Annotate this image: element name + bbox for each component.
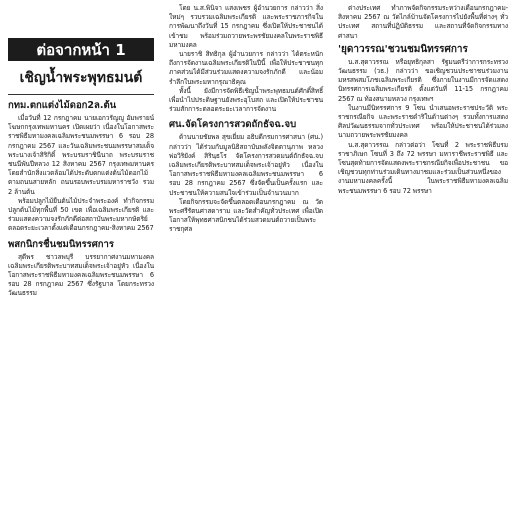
paragraph: ต่างประเทศ ทำภาพจัดกิจกรรมระหว่างเดือนกรกฎาคม-สิงหาคม 2567 ณ วัดไกล์บ้านจัดโครงการไปยังพื้นที่ต่างๆ ทั่วประเทศ สถานที่ปฏิบัติธรรม และสถานที่จัดกิจกรรมทางศาสนา <box>338 4 508 40</box>
paragraph: ด้านนายชัยพล สุขเยี่ยม อธิบดีกรมการศาสนา (ศน.) กล่าวว่า ได้ร่วมกับมูลนิธิสถาบันพลังจิตตานุภาพ หลวงพ่อวิริยังค์ สิรินฺธโร จัดโครงการสวดมนต์ถักธัจฉ.จบ เฉลิมพระเกียรติพระบาทสมเด็จพระเจ้าอยู่หัว เนื่องในโอกาสพระราชพิธีมหามงคลเฉลิมพระชนมพรรษา 6 รอบ 28 กรกฎาคม 2567 ซึ่งจัดขึ้นเป็นครั้งแรก และประชาชนให้ความสนใจเข้าร่วมเป็นจำนวนมาก <box>169 133 323 197</box>
paragraph: ทั้งนี้ ยังมีการจัดพิธีเชิญน้ำพระพุทธมนต์ศักดิ์สิทธิ์ เพื่อนำไปประดิษฐานยังพระอุโบสถ และเปิดให้ประชาชนร่วมสักการะตลอดระยะเวลาการจัดงาน <box>169 86 323 114</box>
paragraph: นายราชิ สิทธิกุล ผู้อำนวยการ กล่าวว่า ได้ตระหนักถึงการจัดงานเฉลิมพระเกียรติในปีนี้ เพื่อให้ประชาชนทุกภาคส่วนได้มีส่วนร่วมแสดงความจงรักภักดี และน้อมรำลึกในพระมหากรุณาธิคุณ <box>169 50 323 86</box>
paragraph: น.ส.สุดาวรรณ หรือยุทธิกุลสา รัฐมนตรีว่าการกระทรวงวัฒนธรรม (วธ.) กล่าวว่า ขอเชิญชวนประชาชนร่วมงานมหรสพสมโภชเฉลิมพระเกียรติ ซึ่งภายในงานมีการจัดแสดงนิทรรศการเฉลิมพระเกียรติ ตั้งแต่วันที่ 11-15 กรกฎาคม 2567 ณ ท้องสนามหลวง กรุงเทพฯ <box>338 57 508 103</box>
divider <box>8 94 154 95</box>
continued-label: ต่อจากหน้า 1 <box>36 40 126 59</box>
column-2 <box>165 0 327 512</box>
continued-from-page-banner <box>8 38 154 61</box>
column-3 <box>334 0 512 512</box>
paragraph: พร้อมปลูกไม้ยืนต้นไม้ประจำพระองค์ ทำกิจกรรมปลูกต้นไม้ทุกพื้นที่ 50 เขต เพื่อเฉลิมพระเกียรติ และร่วมแสดงความจงรักภักดีต่อสถาบันพระมหากษัตริย์ ตลอดระยะเวลาตั้งแต่เดือนกรกฎาคม-สิงหาคม 2567 <box>8 196 154 233</box>
section-heading: กทม.ตกแต่งไม้ดอก2ล.ต้น <box>8 100 117 111</box>
paragraph: โดยกิจกรรมจะจัดขึ้นตลอดเดือนกรกฎาคม ณ วัดพระศรีรัตนศาสดาราม และวัดสำคัญทั่วประเทศ เพื่อเปิดโอกาสให้พุทธศาสนิกชนได้ร่วมสวดมนต์ถวายเป็นพระราชกุศล <box>169 197 323 234</box>
column-1 <box>0 0 158 512</box>
paragraph: โดย น.ส.พินิจา แสงเพชร ผู้อำนวยการ กล่าวว่า สิ่งใหม่ๆ รวบรวมเฉลิมพระเกียรติ และพระราชภารกิจในการพัฒนาถึงวันที่ 15 กรกฎาคม ซึ่งเปิดให้ประชาชนได้เข้าชม พร้อมร่วมถวายพระพรชัยมงคลในพระราชพิธีมหามงคล <box>169 4 323 49</box>
paragraph: สุดีพร ชาวลพบุรี บรรยากาศงานมหามงคลเฉลิมพระเกียรติพระบาทสมเด็จพระเจ้าอยู่หัว เนื่องในโอกาสพระราชพิธีมหามงคลเฉลิมพระชนมพรรษา 6 รอบ 28 กรกฎาคม 2567 ซึ่งรัฐบาล โดยกระทรวงวัฒนธรรม <box>8 252 154 298</box>
article-title: เชิญน้ำพระพุทธมนต์ <box>19 70 143 86</box>
section-heading: พสกนิกรชื่นชมนิทรรศการ <box>8 238 114 250</box>
section-heading: ศน.จัดโครงการสวดถักธัจฉ.จบ <box>169 119 297 131</box>
paragraph: ในงานมีนิทรรศการ 9 โซน นำเสนอพระราชประวัติ พระราชกรณียกิจ และพระราชดำริในด้านต่างๆ รวมทั้งการแสดงศิลปวัฒนธรรมจากทั่วประเทศ พร้อมให้ประชาชนได้ร่วมลงนามถวายพระพรชัยมงคล <box>338 103 508 140</box>
pull-quote-heading: 'ยุดาวรรณ'ชวนชมนิทรรศการ <box>338 43 468 55</box>
paragraph: เมื่อวันที่ 12 กรกฎาคม นายเอกวรัญญู อัมพรายน์ โฆษกกรุงเทพมหานคร เปิดเผยว่า เนื่องในโอกาสพระราชพิธีมหามงคลเฉลิมพระชนมพรรษา 6 รอบ 28 กรกฎาคม 2567 และวันเฉลิมพระชนมพรรษาสมเด็จพระนางเจ้าสิริกิติ์ พระบรมราชินีนาถ พระบรมราชชนนีพันปีหลวง 12 สิงหาคม 2567 กรุงเทพมหานคร โดยสำนักสิ่งแวดล้อมได้ประดับตกแต่งต้นไม้ดอกไม้ตามถนนสายหลัก ถนนรอบพระบรมมหาราชวัง รวม 2 ล้านต้น <box>8 114 154 196</box>
paragraph: น.ส.สุดาวรรณ กล่าวต่อว่า โซนที่ 2 พระราชพิธีบรมราชาภิเษก โซนที่ 3 ถึง 72 พรรษา มหาราชีพระราชพิธี และโซนสุดท้ายการจัดแสดงพระราชกรณียกิจเพื่อประชาชน ขอเชิญชวนทุกท่านร่วมเดินทางมาชมและร่วมเป็นส่วนหนึ่งของงานมหามงคลครั้งนี้ ในพระราชพิธีมหามงคลเฉลิมพระชนมพรรษา 6 รอบ 72 พรรษา <box>338 140 508 195</box>
